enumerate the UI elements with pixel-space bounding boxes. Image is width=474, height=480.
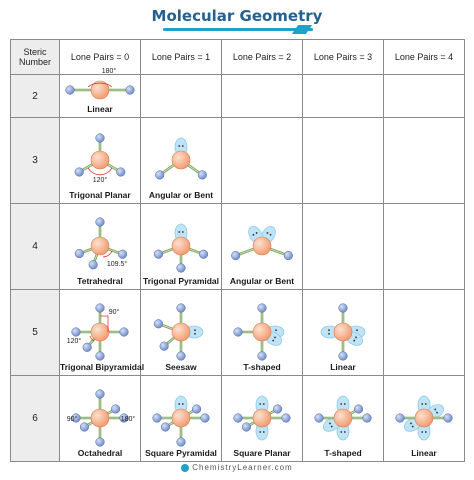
outer-atom-icon <box>363 414 372 423</box>
steric-header-line2: Number <box>18 57 51 67</box>
central-atom-icon <box>91 409 109 427</box>
outer-atom-icon <box>201 414 210 423</box>
central-atom-icon <box>334 409 352 427</box>
geometry-name: T-shaped <box>243 362 281 372</box>
geometry-cell <box>384 376 465 462</box>
outer-atom-icon <box>234 328 243 337</box>
chemistry-logo-icon <box>181 464 189 472</box>
geometry-name: Tetrahedral <box>77 276 123 286</box>
steric-row-2 <box>11 75 465 118</box>
angle-label: 120° <box>66 338 82 345</box>
angle-label: 180° <box>101 68 117 75</box>
molecule-diagram <box>60 209 140 277</box>
central-atom-icon <box>334 323 352 341</box>
header-row <box>11 40 465 75</box>
geometry-name: Trigonal Planar <box>69 190 131 200</box>
central-atom-icon <box>253 409 271 427</box>
molecule-diagram <box>303 295 383 363</box>
central-atom-icon <box>172 237 190 255</box>
empty-cell <box>222 75 303 118</box>
central-atom-icon <box>91 237 109 255</box>
geometry-name: Seesaw <box>165 362 197 372</box>
geometry-cell <box>303 376 384 462</box>
steric-number-cell: 6 <box>11 376 60 462</box>
geometry-name: Angular or Bent <box>229 276 295 286</box>
lone-pairs-4-header: Lone Pairs = 4 <box>384 40 465 75</box>
molecule-diagram <box>60 295 140 363</box>
outer-atom-icon <box>154 250 163 259</box>
outer-atom-icon <box>126 86 135 95</box>
empty-cell <box>141 75 222 118</box>
lone-pairs-0-header: Lone Pairs = 0 <box>60 40 141 75</box>
molecule-diagram <box>222 295 302 363</box>
central-atom-icon <box>253 323 271 341</box>
outer-atom-icon <box>177 438 186 447</box>
angle-label: 109.5° <box>106 261 128 268</box>
geometry-cell <box>141 118 222 204</box>
outer-atom-icon <box>118 250 127 259</box>
geometry-table <box>10 39 465 462</box>
steric-row-5 <box>11 290 465 376</box>
outer-atom-icon <box>315 414 324 423</box>
angle-label: 120° <box>92 177 108 184</box>
outer-atom-icon <box>177 264 186 273</box>
empty-cell <box>384 204 465 290</box>
outer-atom-icon <box>96 134 105 143</box>
outer-atom-icon <box>96 304 105 313</box>
steric-row-4 <box>11 204 465 290</box>
geometry-cell <box>222 204 303 290</box>
outer-atom-icon <box>96 352 105 361</box>
molecule-diagram <box>222 381 302 449</box>
geometry-cell <box>60 290 145 376</box>
outer-atom-icon <box>258 304 267 313</box>
outer-atom-icon <box>284 251 293 260</box>
outer-atom-icon <box>96 218 105 227</box>
steric-number-cell: 5 <box>11 290 60 376</box>
outer-atom-icon <box>339 304 348 313</box>
empty-cell <box>303 75 384 118</box>
outer-atom-icon <box>234 414 243 423</box>
outer-atom-icon <box>231 251 240 260</box>
footer-text: ChemistryLearner.com <box>192 463 293 472</box>
steric-number-cell: 4 <box>11 204 60 290</box>
geometry-cell <box>60 68 141 118</box>
geometry-name: Square Planar <box>233 448 291 458</box>
empty-cell <box>384 75 465 118</box>
geometry-name: Trigonal Bipyramidal <box>60 362 145 372</box>
central-atom-icon <box>172 409 190 427</box>
outer-atom-icon <box>153 414 162 423</box>
molecule-diagram <box>141 123 221 191</box>
empty-cell <box>384 118 465 204</box>
geometry-cell <box>222 376 303 462</box>
geometry-name: T-shaped <box>324 448 362 458</box>
central-atom-icon <box>91 151 109 169</box>
geometry-name: Linear <box>330 362 356 372</box>
geometry-cell <box>60 118 141 204</box>
outer-atom-icon <box>66 86 75 95</box>
outer-atom-icon <box>120 328 129 337</box>
empty-cell <box>384 290 465 376</box>
geometry-cell <box>60 376 141 462</box>
geometry-cell <box>222 290 303 376</box>
geometry-name: Square Pyramidal <box>145 448 217 458</box>
outer-atom-icon <box>161 423 170 432</box>
molecule-diagram <box>141 295 221 363</box>
steric-number-cell: 3 <box>11 118 60 204</box>
central-atom-icon <box>172 151 190 169</box>
outer-atom-icon <box>177 304 186 313</box>
title-underline <box>163 28 313 31</box>
page-title: Molecular Geometry <box>151 7 323 25</box>
geometry-cell <box>141 290 222 376</box>
angle-label: 90° <box>108 309 120 316</box>
molecule-diagram <box>141 209 221 277</box>
steric-header-line1: Steric <box>23 47 47 57</box>
molecule-diagram <box>141 381 221 449</box>
geometry-cell <box>141 376 222 462</box>
title-banner <box>0 0 474 36</box>
geometry-name: Linear <box>87 104 113 114</box>
central-atom-icon <box>415 409 433 427</box>
outer-atom-icon <box>80 423 89 432</box>
outer-atom-icon <box>339 352 348 361</box>
outer-atom-icon <box>396 414 405 423</box>
angle-label: 180° <box>120 416 136 423</box>
empty-cell <box>303 118 384 204</box>
outer-atom-icon <box>116 168 125 177</box>
empty-cell <box>222 118 303 204</box>
lone-pairs-1-header: Lone Pairs = 1 <box>141 40 222 75</box>
outer-atom-icon <box>96 438 105 447</box>
outer-atom-icon <box>354 405 363 414</box>
outer-atom-icon <box>96 390 105 399</box>
geometry-name: Linear <box>411 448 437 458</box>
molecule-diagram <box>60 68 140 105</box>
angle-label: 90° <box>66 416 78 423</box>
central-atom-icon <box>253 237 271 255</box>
geometry-name: Trigonal Pyramidal <box>142 276 220 286</box>
geometry-cell <box>60 204 141 290</box>
outer-atom-icon <box>242 423 251 432</box>
molecule-diagram <box>384 381 464 449</box>
outer-atom-icon <box>111 405 120 414</box>
steric-number-cell: 2 <box>11 75 60 118</box>
footer-credit <box>0 463 474 472</box>
geometry-name: Angular or Bent <box>148 190 214 200</box>
geometry-name: Octahedral <box>77 448 123 458</box>
outer-atom-icon <box>72 328 81 337</box>
lone-pairs-2-header: Lone Pairs = 2 <box>222 40 303 75</box>
geometry-cell <box>141 204 222 290</box>
outer-atom-icon <box>160 342 169 351</box>
central-atom-icon <box>91 323 109 341</box>
outer-atom-icon <box>273 405 282 414</box>
molecule-diagram <box>60 123 140 191</box>
steric-row-3 <box>11 118 465 204</box>
outer-atom-icon <box>89 260 98 269</box>
outer-atom-icon <box>192 405 201 414</box>
molecule-diagram <box>60 381 140 449</box>
lone-pairs-3-header: Lone Pairs = 3 <box>303 40 384 75</box>
outer-atom-icon <box>282 414 291 423</box>
outer-atom-icon <box>155 171 164 180</box>
outer-atom-icon <box>75 249 84 258</box>
molecule-diagram <box>303 381 383 449</box>
outer-atom-icon <box>154 319 163 328</box>
outer-atom-icon <box>258 352 267 361</box>
outer-atom-icon <box>75 168 84 177</box>
outer-atom-icon <box>83 343 92 352</box>
central-atom-icon <box>172 323 190 341</box>
steric-number-header <box>11 40 60 75</box>
molecule-diagram <box>222 209 302 277</box>
geometry-cell <box>303 290 384 376</box>
empty-cell <box>303 204 384 290</box>
outer-atom-icon <box>199 250 208 259</box>
steric-row-6 <box>11 376 465 462</box>
outer-atom-icon <box>444 414 453 423</box>
outer-atom-icon <box>198 171 207 180</box>
outer-atom-icon <box>177 352 186 361</box>
